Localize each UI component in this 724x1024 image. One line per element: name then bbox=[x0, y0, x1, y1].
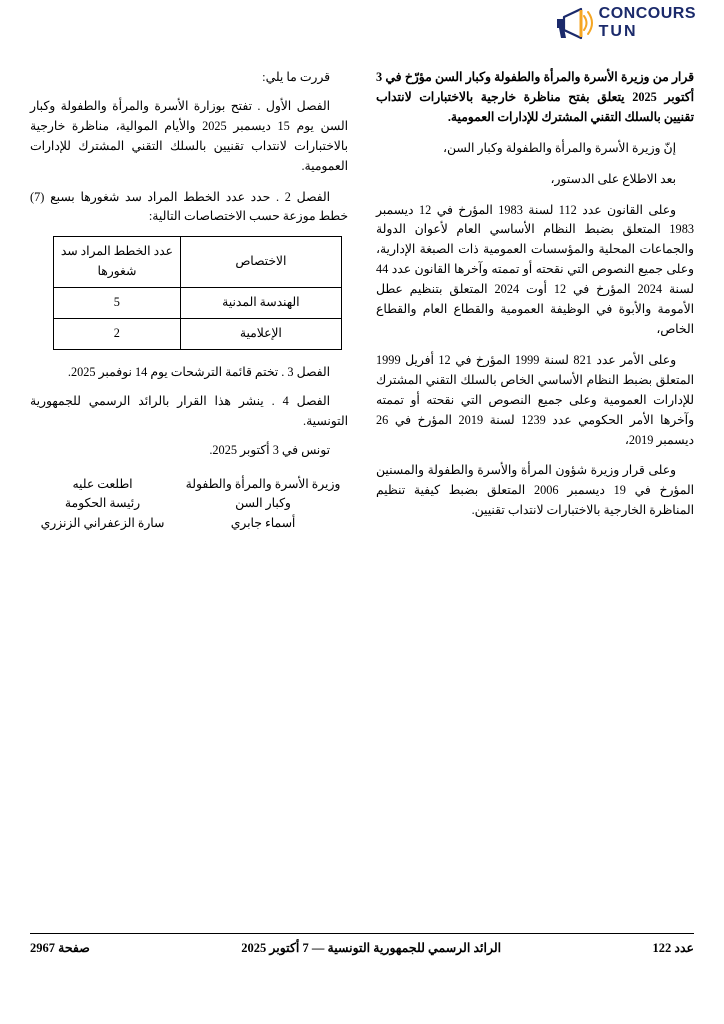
minister-name: أسماء جابري bbox=[230, 515, 296, 530]
cell-positions-civil-engineering: 5 bbox=[54, 288, 181, 319]
megaphone-icon bbox=[553, 6, 595, 40]
decree-order-821-clause: وعلى الأمر عدد 821 لسنة 1999 المؤرخ في 12 أفريل 1999 المتعلق بضبط النظام الأساسي الخاص بالسلك التقني المشترك للإدارات العمومية وعلى جميع النصوص التي نقحته أو تممته وآخرها الأمر الحكومي عدد 1239 لسنة 2019 المؤرخ في 26 ديسمبر 2019، bbox=[376, 352, 695, 447]
table-header-row bbox=[54, 237, 342, 288]
article-4: الفصل 4 . ينشر هذا القرار بالرائد الرسمي للجمهورية التونسية. bbox=[30, 393, 348, 428]
table-header-positions: عدد الخطط المراد سد شغورها bbox=[54, 237, 181, 288]
column-left bbox=[30, 68, 348, 534]
table-row bbox=[54, 288, 342, 319]
cell-specialty-informatics: الإعلامية bbox=[180, 319, 341, 350]
article-2: الفصل 2 . حدد عدد الخطط المراد سد شغورها بسبع (7) خطط موزعة حسب الاختصاصات التالية: bbox=[30, 189, 348, 224]
decree-preamble: إنّ وزيرة الأسرة والمرأة والطفولة وكبار السن، bbox=[443, 140, 676, 155]
footer-issue-number: عدد 122 bbox=[652, 941, 694, 955]
document-body bbox=[30, 68, 694, 628]
two-column-layout bbox=[30, 68, 694, 534]
decree-date: تونس في 3 أكتوبر 2025. bbox=[209, 442, 330, 457]
signature-block bbox=[30, 475, 348, 534]
minister-signature bbox=[178, 475, 348, 534]
article-3: الفصل 3 . تختم قائمة الترشحات يوم 14 نوفمبر 2025. bbox=[67, 364, 330, 379]
minister-title-line-1: وزيرة الأسرة والمرأة والطفولة bbox=[185, 476, 341, 491]
article-1: الفصل الأول . تفتح بوزارة الأسرة والمرأة والطفولة وكبار السن يوم 15 ديسمبر 2025 والأيام الموالية، مناظرة خارجية بالاختبارات لانتداب تقنيين بالسلك التقني المشترك للإدارات العمومية. bbox=[30, 98, 348, 173]
pm-countersignature bbox=[30, 475, 175, 534]
brand-logo bbox=[553, 6, 696, 40]
minister-title-line-2: وكبار السن bbox=[235, 496, 291, 511]
footer-divider bbox=[30, 933, 694, 934]
cell-positions-informatics: 2 bbox=[54, 319, 181, 350]
decree-title: قرار من وزيرة الأسرة والمرأة والطفولة وكبار السن مؤرّخ في 3 أكتوبر 2025 يتعلق بفتح مناظرة خارجية بالاختبارات لانتداب تقنيين بالسلك التقني المشترك للإدارات العمومية. bbox=[376, 70, 694, 124]
seen-by-label: اطلعت عليه bbox=[72, 476, 133, 491]
footer-journal-title: الرائد الرسمي للجمهورية التونسية — 7 أكتوبر 2025 bbox=[241, 941, 502, 955]
decree-constitution-clause: بعد الاطلاع على الدستور، bbox=[550, 171, 676, 186]
footer-page-number: صفحة 2967 bbox=[30, 941, 90, 955]
brand-line-1: CONCOURS bbox=[598, 5, 696, 22]
brand-wordmark bbox=[599, 6, 696, 40]
decree-ministerial-order-clause: وعلى قرار وزيرة شؤون المرأة والأسرة والطفولة والمسنين المؤرخ في 19 ديسمبر 2006 المتعلق بضبط كيفية تنظيم المناظرة الخارجية بالاختبارات لانتداب تقنيين. bbox=[376, 463, 695, 518]
column-right bbox=[376, 68, 694, 534]
pm-name: سارة الزعفراني الزنزري bbox=[40, 515, 165, 530]
decision-lead: قررت ما يلي: bbox=[262, 70, 330, 84]
page-footer bbox=[30, 933, 694, 956]
cell-specialty-civil-engineering: الهندسة المدنية bbox=[180, 288, 341, 319]
footer-row bbox=[30, 940, 694, 956]
table-header-specialty: الاختصاص bbox=[180, 237, 341, 288]
decree-law-112-clause: وعلى القانون عدد 112 لسنة 1983 المؤرخ في 12 ديسمبر 1983 المتعلق بضبط النظام الأساسي العام لأعوان الدولة والجماعات المحلية والمؤسسات العمومية ذات الصبغة الإدارية، وعلى جميع النصوص التي نقحته أو تممته وآخرها القانون عدد 44 لسنة 2024 المؤرخ في 12 أوت 2024 المتعلق بتنظيم عطل الأمومة والأبوة في الوظيفة العمومية والقطاع العام والقطاع الخاص، bbox=[376, 202, 694, 336]
table-row bbox=[54, 319, 342, 350]
pm-title: رئيسة الحكومة bbox=[64, 496, 141, 511]
brand-line-2: TUN bbox=[598, 23, 638, 40]
specialties-table bbox=[53, 236, 342, 350]
